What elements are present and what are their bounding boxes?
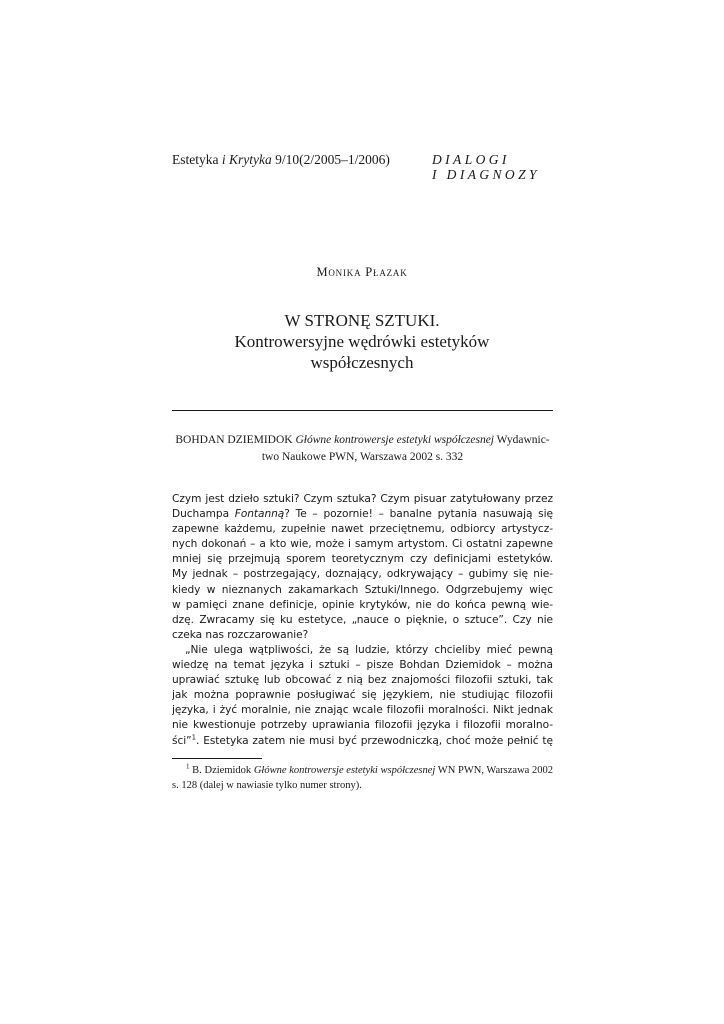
title-line-3: współczesnych [310, 353, 414, 372]
title-line-1: W STRONĘ SZTUKI. [284, 311, 440, 330]
body-line: zapewne każdemu, zupełnie nawet przeciętnemu, odbiorcy artystycz- [172, 523, 553, 536]
footnote-line-2: s. 128 (dalej w nawiasie tylko numer strony). [172, 780, 362, 791]
body-line: Czym jest dzieło sztuki? Czym sztuka? Czym pisuar zatytułowany przez [172, 493, 553, 505]
body-text: . Estetyka zatem nie musi być przewodniczką, choć może pełnić tę [195, 734, 553, 747]
body-line: wiedzę na temat języka i sztuki – pisze Bohdan Dziemidok – można [172, 659, 553, 672]
article-body [172, 492, 553, 749]
journal-issue: 9/10(2/2005–1/2006) [271, 152, 390, 167]
section-name [432, 152, 540, 182]
reviewed-book-citation [172, 432, 553, 466]
reviewed-line-1 [172, 432, 553, 449]
article-author: Monika Płazak [316, 265, 408, 279]
body-line: nych dokonań – a kto wie, może i samym artystom. Ci ostatni zapewne [172, 538, 553, 551]
body-line: języka, i żyć moralnie, nie znając wcale filozofii moralności. Nikt jednak [172, 704, 553, 717]
footnote-ref[interactable]: 1 [191, 733, 196, 741]
journal-citation [172, 152, 390, 168]
title-divider [172, 410, 553, 411]
body-line: uprawiać sztukę lub obcować z nią bez znajomości filozofii sztuki, tak [172, 674, 553, 687]
body-line: jak można poprawnie posługiwać się językiem, nie studiując filozofii [172, 689, 553, 702]
article-title [0, 310, 724, 373]
body-line: „Nie ulega wątpliwości, że są ludzie, którzy chcieliby mieć pewną [185, 643, 553, 656]
body-line: My jednak – postrzegający, doznający, odkrywający – gubimy się nie- [172, 568, 553, 581]
section-line-2: I DIAGNOZY [432, 167, 540, 182]
body-line: czeka nas rozczarowanie? [172, 628, 309, 641]
body-line: nie kwestionuje potrzeby uprawiania filozofii języka i filozofii moralno- [172, 719, 553, 732]
footnote [172, 763, 553, 793]
title-line-2: Kontrowersyjne wędrówki estetyków [234, 332, 490, 351]
reviewed-publisher-part: Wydawnic- [494, 434, 550, 446]
body-line [172, 507, 553, 522]
footnote-divider [172, 758, 262, 759]
journal-name-italic: i Krytyka [221, 152, 272, 167]
reviewed-author: BOHDAN DZIEMIDOK [175, 434, 296, 446]
body-line: kiedy w nieznanych zakamarkach Sztuki/Innego. Odgrzebujemy więc [172, 583, 553, 596]
reviewed-line-2: two Naukowe PWN, Warszawa 2002 s. 332 [261, 451, 464, 463]
body-line: dzę. Zwracamy się ku estetyce, „nauce o pięknie, o sztuce”. Czy nie [172, 613, 553, 626]
footnote-text: B. Dziemidok [189, 765, 254, 776]
body-text: ? Te – pozornie! – banalne pytania nasuwają się [284, 508, 553, 521]
body-text: Duchampa [172, 508, 235, 521]
footnote-mark: 1 [186, 762, 190, 771]
reviewed-book-title: Główne kontrowersje estetyki współczesnej [295, 434, 495, 446]
body-line: mniej się przejmują sporem teoretycznym czy definicjami estetyków. [172, 553, 553, 566]
footnote-line-1 [172, 763, 553, 778]
footnote-book-title: Główne kontrowersje estetyki współczesnej [253, 765, 436, 776]
running-header [172, 152, 552, 192]
footnote-text: WN PWN, Warszawa 2002 [435, 765, 553, 776]
section-line-1: DIALOGI [432, 152, 510, 167]
body-line: w pamięci znane definicje, opinie krytyków, nie do końca pewną wie- [172, 598, 553, 611]
work-title: Fontanną [234, 508, 285, 521]
body-line [172, 734, 553, 749]
journal-name-pre: Estetyka [172, 152, 222, 167]
body-text: ści” [172, 734, 192, 747]
